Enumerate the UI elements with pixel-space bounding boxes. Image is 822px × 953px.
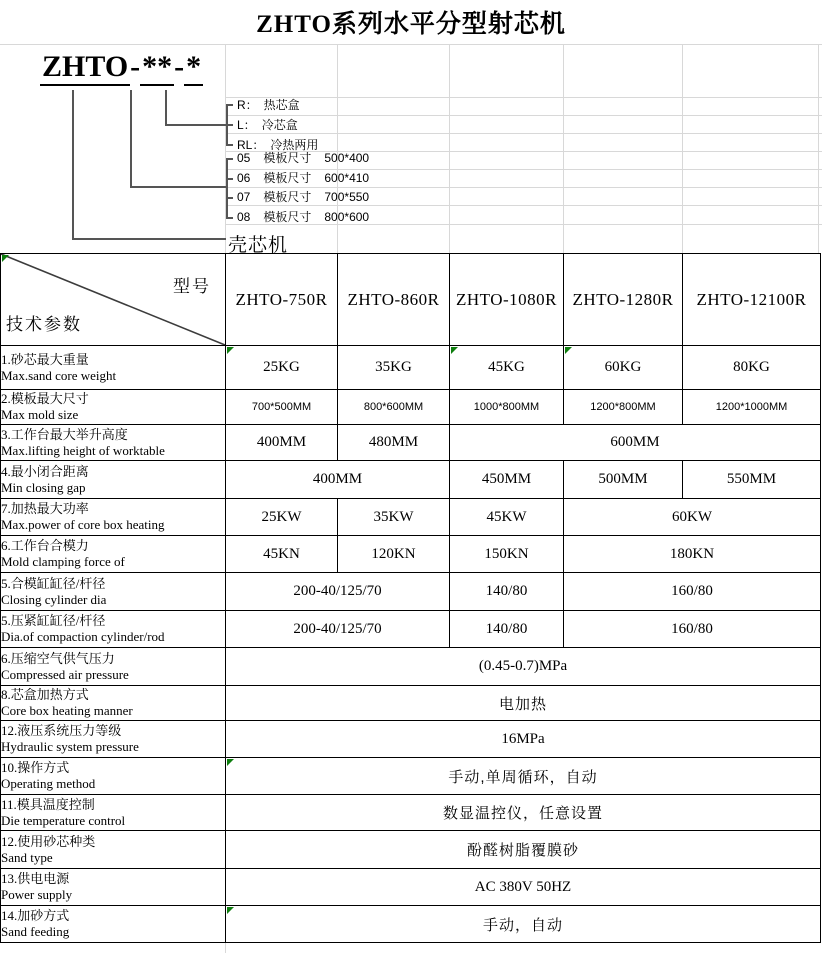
spec-label: 4.最小闭合距离 Min closing gap — [1, 461, 226, 499]
spec-value: 450MM — [450, 461, 564, 499]
table-row — [1, 461, 821, 499]
diagram-tick — [226, 178, 233, 180]
suffix-code: L： — [237, 118, 256, 132]
gridline — [225, 97, 822, 98]
size-value: 700*550 — [324, 190, 370, 204]
spec-label: 6.压缩空气供气压力 Compressed air pressure — [1, 648, 226, 686]
spec-value: 550MM — [683, 461, 821, 499]
spec-value: 25KG — [226, 346, 338, 390]
table-row — [1, 686, 821, 721]
excel-error-indicator — [227, 347, 234, 354]
table-row — [1, 611, 821, 648]
spec-label: 8.芯盒加热方式 Core box heating manner — [1, 686, 226, 721]
model-column-header: ZHTO-12100R — [683, 254, 821, 346]
excel-error-indicator — [2, 255, 9, 262]
corner-cell — [1, 254, 226, 346]
spec-label: 11.模具温度控制 Die temperature control — [1, 795, 226, 831]
suffix-code: R： — [237, 98, 258, 112]
size-option — [237, 210, 369, 225]
size-label: 模板尺寸 — [263, 151, 312, 165]
diagram-line — [130, 186, 227, 188]
table-row — [1, 831, 821, 869]
size-code: 06 — [237, 171, 251, 185]
spec-value: 140/80 — [450, 573, 564, 611]
gridline — [682, 44, 683, 253]
diagram-tick — [226, 144, 233, 146]
excel-error-indicator — [227, 759, 234, 766]
spec-value: 60KW — [564, 499, 821, 536]
model-column-header: ZHTO-860R — [338, 254, 450, 346]
spec-label: 6.工作台合模力 Mold clamping force of — [1, 536, 226, 573]
spec-label: 12.使用砂芯种类 Sand type — [1, 831, 226, 869]
spec-value: 400MM — [226, 425, 338, 461]
spec-value: 25KW — [226, 499, 338, 536]
model-code-type-placeholder: * — [184, 50, 203, 86]
diagram-tick — [226, 104, 233, 106]
gridline — [225, 205, 822, 206]
excel-error-indicator — [451, 347, 458, 354]
size-option — [237, 190, 369, 205]
spec-value: 1200*1000MM — [683, 390, 821, 425]
table-row — [1, 869, 821, 906]
suffix-label: 冷芯盒 — [261, 118, 298, 132]
table-row — [1, 721, 821, 758]
table-row — [1, 390, 821, 425]
spec-value: 200-40/125/70 — [226, 573, 450, 611]
table-row — [1, 425, 821, 461]
spec-label: 5.压紧缸缸径/杆径 Dia.of compaction cylinder/rod — [1, 611, 226, 648]
spec-value: 60KG — [564, 346, 683, 390]
spec-value: 500MM — [564, 461, 683, 499]
spec-value: 480MM — [338, 425, 450, 461]
spec-value: 16MPa — [226, 721, 821, 758]
diagram-bracket — [226, 158, 228, 218]
gridline — [225, 942, 226, 953]
spec-label: 2.模板最大尺寸 Max mold size — [1, 390, 226, 425]
diagram-tick — [226, 197, 233, 199]
gridline — [225, 187, 822, 188]
spec-value: 手动,单周循环，自动 — [226, 758, 821, 795]
spec-value: 45KG — [450, 346, 564, 390]
spec-label: 7.加热最大功率 Max.power of core box heating — [1, 499, 226, 536]
size-label: 模板尺寸 — [263, 190, 312, 204]
gridline — [0, 44, 822, 45]
spec-table — [0, 253, 821, 943]
diagram-tick — [226, 124, 233, 126]
gridline — [225, 169, 822, 170]
spec-value: 120KN — [338, 536, 450, 573]
corner-header-params: 技术参数 — [6, 315, 82, 334]
excel-error-indicator — [227, 907, 234, 914]
table-row — [1, 536, 821, 573]
model-code-prefix: ZHTO — [40, 50, 130, 86]
size-label: 模板尺寸 — [263, 210, 312, 224]
size-value: 600*410 — [324, 171, 370, 185]
spec-value: 160/80 — [564, 573, 821, 611]
model-code-dash: - — [130, 50, 141, 83]
gridline — [818, 44, 819, 253]
spec-value: 160/80 — [564, 611, 821, 648]
spec-value: 酚醛树脂覆膜砂 — [226, 831, 821, 869]
spec-value: 150KN — [450, 536, 564, 573]
size-option — [237, 151, 369, 166]
size-value: 500*400 — [324, 151, 370, 165]
spec-label: 13.供电电源 Power supply — [1, 869, 226, 906]
spec-value: 600MM — [450, 425, 821, 461]
table-row — [1, 758, 821, 795]
suffix-code: RL： — [237, 138, 265, 152]
gridline — [225, 115, 822, 116]
table-header-row — [1, 254, 821, 346]
suffix-label: 冷热两用 — [270, 138, 319, 152]
table-row — [1, 499, 821, 536]
diagram-line — [72, 90, 74, 240]
diagram-line — [130, 90, 132, 188]
table-row — [1, 648, 821, 686]
suffix-label: 热芯盒 — [263, 98, 300, 112]
table-row — [1, 795, 821, 831]
spec-value: 140/80 — [450, 611, 564, 648]
suffix-option — [237, 118, 298, 133]
corner-header-model: 型号 — [173, 277, 211, 296]
spec-value: 80KG — [683, 346, 821, 390]
spec-value: 35KG — [338, 346, 450, 390]
spec-label: 3.工作台最大举升高度 Max.lifting height of worktable — [1, 425, 226, 461]
gridline — [225, 133, 822, 134]
table-row — [1, 573, 821, 611]
model-code-dash: - — [174, 50, 185, 83]
model-code-size-placeholder: ** — [140, 50, 174, 86]
spec-value: 200-40/125/70 — [226, 611, 450, 648]
spec-value: 手动，自动 — [226, 906, 821, 943]
excel-error-indicator — [565, 347, 572, 354]
size-value: 800*600 — [324, 210, 370, 224]
model-column-header: ZHTO-1280R — [564, 254, 683, 346]
spec-label: 14.加砂方式 Sand feeding — [1, 906, 226, 943]
base-machine-label: 壳芯机 — [228, 235, 289, 256]
diagram-line — [165, 90, 167, 126]
spec-value: 400MM — [226, 461, 450, 499]
size-code: 08 — [237, 210, 251, 224]
page-title: ZHTO系列水平分型射芯机 — [256, 11, 566, 38]
spec-label: 5.合模缸缸径/杆径 Closing cylinder dia — [1, 573, 226, 611]
table-row — [1, 346, 821, 390]
spec-value: AC 380V 50HZ — [226, 869, 821, 906]
spec-value: 180KN — [564, 536, 821, 573]
size-code: 05 — [237, 151, 251, 165]
size-label: 模板尺寸 — [263, 171, 312, 185]
spec-value: 1000*800MM — [450, 390, 564, 425]
size-code: 07 — [237, 190, 251, 204]
spec-value: (0.45-0.7)MPa — [226, 648, 821, 686]
suffix-option — [237, 98, 300, 113]
spec-value: 45KN — [226, 536, 338, 573]
spec-label: 10.操作方式 Operating method — [1, 758, 226, 795]
model-column-header: ZHTO-750R — [226, 254, 338, 346]
spec-value: 1200*800MM — [564, 390, 683, 425]
spec-value: 35KW — [338, 499, 450, 536]
gridline — [449, 44, 450, 253]
model-column-header: ZHTO-1080R — [450, 254, 564, 346]
size-option — [237, 171, 369, 186]
diagram-line — [165, 124, 227, 126]
gridline — [563, 44, 564, 253]
spec-value: 800*600MM — [338, 390, 450, 425]
gridline — [225, 44, 226, 253]
spec-value: 45KW — [450, 499, 564, 536]
spec-value: 700*500MM — [226, 390, 338, 425]
table-row — [1, 906, 821, 943]
spec-value: 电加热 — [226, 686, 821, 721]
diagram-tick — [226, 158, 233, 160]
diagram-tick — [226, 217, 233, 219]
model-code — [40, 50, 203, 84]
diagram-line — [72, 238, 226, 240]
spec-label: 12.液压系统压力等级 Hydraulic system pressure — [1, 721, 226, 758]
spec-label: 1.砂芯最大重量 Max.sand core weight — [1, 346, 226, 390]
spec-value: 数显温控仪，任意设置 — [226, 795, 821, 831]
